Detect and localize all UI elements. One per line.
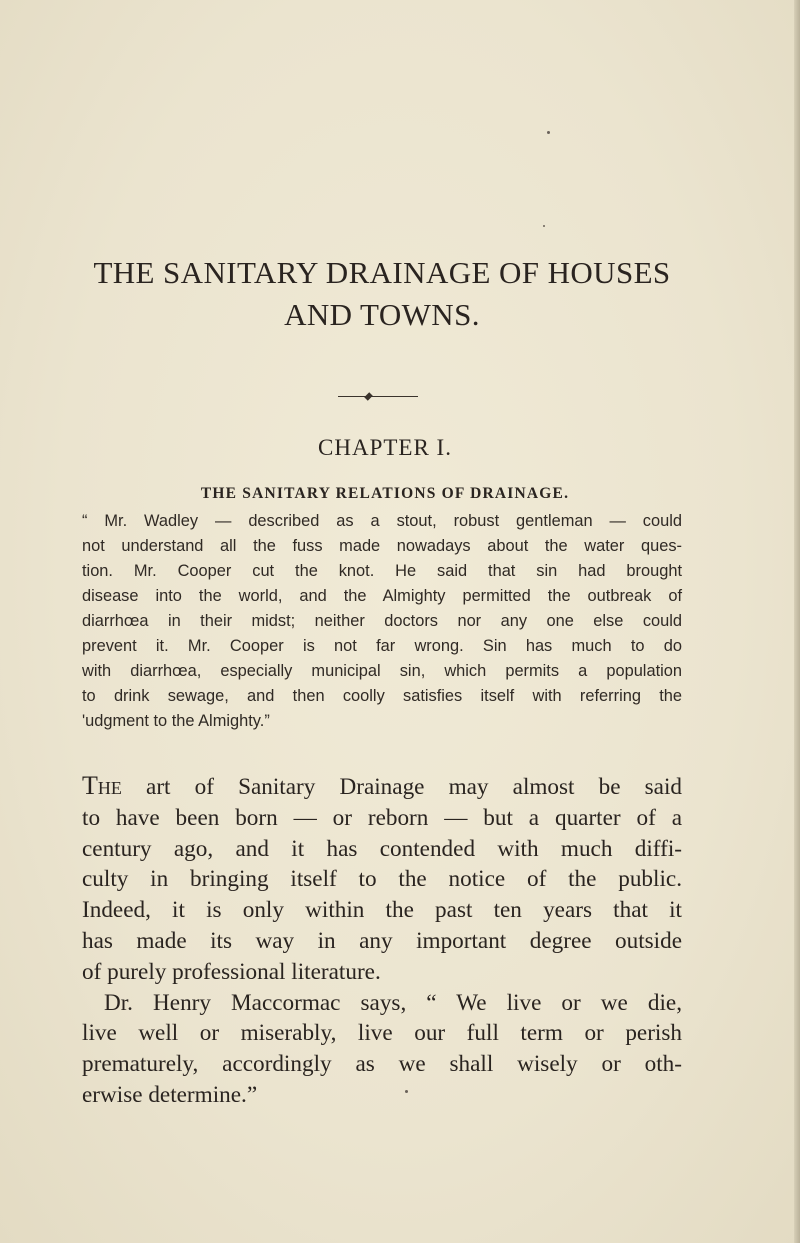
paper-speck bbox=[405, 1090, 408, 1093]
paragraph-2-line: erwise determine.” bbox=[82, 1081, 258, 1108]
paragraph-1-line: has made its way in any important degree outside bbox=[82, 927, 682, 954]
epigraph-quote bbox=[82, 509, 682, 734]
body-text bbox=[82, 771, 682, 1111]
paragraph-2-line: live well or miserably, live our full term or perish bbox=[82, 1020, 682, 1047]
paragraph-1-line: of purely professional literature. bbox=[82, 958, 381, 985]
paragraph-1-line: to have been born — or reborn — but a quarter of a bbox=[82, 804, 682, 831]
ornamental-divider bbox=[338, 396, 418, 397]
epigraph-line: diarrhœa in their midst; neither doctors nor any one else could bbox=[82, 612, 682, 630]
title-line-1: THE SANITARY DRAINAGE OF HOUSES bbox=[93, 255, 671, 290]
epigraph-line: prevent it. Mr. Cooper is not far wrong. Sin has much to do bbox=[82, 637, 682, 655]
book-title bbox=[82, 252, 682, 336]
paragraph-2-line: Dr. Henry Maccormac says, “ We live or we die, bbox=[104, 989, 682, 1016]
chapter-subtitle: THE SANITARY RELATIONS OF DRAINAGE. bbox=[200, 485, 570, 502]
epigraph-line: 'udgment to the Almighty.” bbox=[82, 712, 270, 730]
epigraph-line: not understand all the fuss made nowadays about the water ques- bbox=[82, 537, 682, 555]
epigraph-line: with diarrhœa, especially municipal sin, which permits a population bbox=[82, 662, 682, 680]
paragraph-1-line-text: art of Sanitary Drainage may almost be said bbox=[121, 774, 682, 800]
epigraph-line: disease into the world, and the Almighty permitted the outbreak of bbox=[82, 587, 682, 605]
divider-diamond-icon bbox=[364, 392, 372, 400]
title-line-2: AND TOWNS. bbox=[284, 297, 480, 332]
paragraph-1-line bbox=[82, 771, 682, 803]
paper-speck bbox=[543, 225, 545, 227]
page-edge-shadow bbox=[794, 0, 800, 1243]
paragraph-1-line: century ago, and it has contended with much diffi- bbox=[82, 835, 682, 862]
paragraph-2-line: prematurely, accordingly as we shall wisely or oth- bbox=[82, 1051, 682, 1078]
paragraph-1-line: Indeed, it is only within the past ten years that it bbox=[82, 897, 682, 924]
chapter-heading: CHAPTER I. bbox=[318, 435, 452, 460]
paragraph-1-line: culty in bringing itself to the notice of the public. bbox=[82, 866, 682, 893]
epigraph-line: “ Mr. Wadley — described as a stout, robust gentleman — could bbox=[82, 512, 682, 530]
paragraph-lead-word: The bbox=[82, 771, 122, 800]
paper-speck bbox=[547, 131, 550, 134]
epigraph-line: to drink sewage, and then coolly satisfies itself with referring the bbox=[82, 687, 682, 705]
epigraph-line: tion. Mr. Cooper cut the knot. He said that sin had brought bbox=[82, 562, 682, 580]
